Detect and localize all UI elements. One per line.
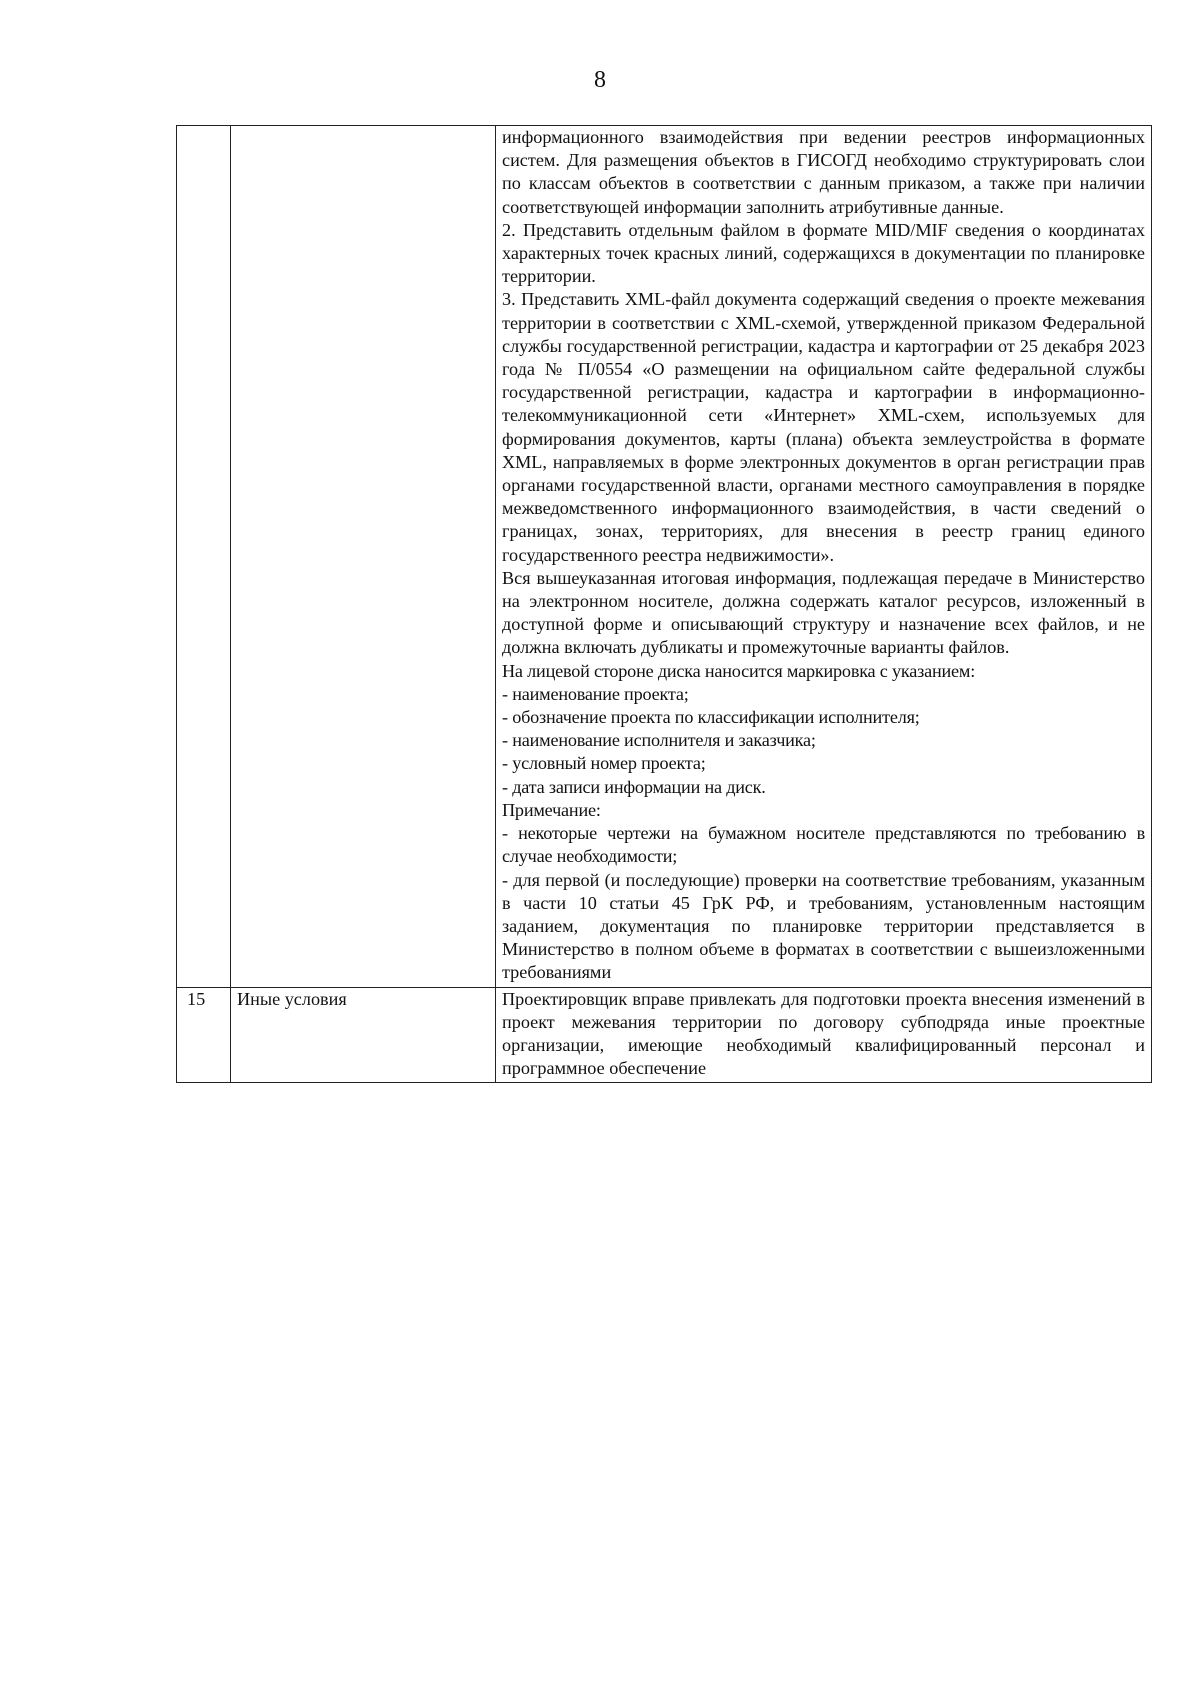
- list-item: - условный номер проекта;: [502, 753, 706, 774]
- row-number-cell: [177, 126, 231, 988]
- row-label-cell: [231, 126, 496, 988]
- paragraph-gisogd-layers: информационного взаимодействия при ведении реестров информационных систем. Для размещения объектов в ГИСОГД необходимо структурировать слои по классам объектов в соответствии с данным приказом, а также при наличии соответствующей информации заполнить атрибутивные данные.: [502, 127, 1145, 217]
- row-content-cell: [496, 987, 1152, 1083]
- paragraph-other-conditions: Проектировщик вправе привлекать для подготовки проекта внесения изменений в проект межевания территории по договору субподряда иные проектные организации, имеющие необходимый квалифицированный персонал и программное обеспечение: [502, 988, 1145, 1079]
- paragraph-mid-mif-file: 2. Представить отдельным файлом в формате MID/MIF сведения о координатах характерных точек красных линий, содержащихся в документации по планировке территории.: [502, 219, 1145, 287]
- paragraph-disc-marking: На лицевой стороне диска наносится маркировка с указанием:: [502, 660, 976, 681]
- paragraph-xml-file: 3. Представить XML-файл документа содержащий сведения о проекте межевания территории в соответствии с XML-схемой, утвержденной приказом Федеральной службы государственной регистрации, кадастра и картографии от 25 декабря 2023 года № П/0554 «О размещении на официальном сайте федеральной службы государственной регистрации, кадастра и картографии в информационно-телекоммуникационной сети «Интернет» XML-схем, используемых для формирования документов, карты (плана) объекта землеустройства в формате XML, направляемых в форме электронных документов в орган регистрации прав органами государственной власти, органами местного самоуправления в порядке межведомственного информационного взаимодействия, в части сведений о границах, зонах, территориях, для внесения в реестр границ единого государственного реестра недвижимости».: [502, 289, 1145, 565]
- page-number: 8: [594, 67, 606, 93]
- row-number-cell: 15: [177, 987, 231, 1083]
- paragraph-final-information: Вся вышеуказанная итоговая информация, подлежащая передаче в Министерство на электронном носителе, должна содержать каталог ресурсов, изложенный в доступной форме и описывающий структуру и назначение всех файлов, и не должна включать дубликаты и промежуточные варианты файлов.: [502, 567, 1145, 658]
- note-item: - для первой (и последующие) проверки на соответствие требованиям, указанным в части 10 статьи 45 ГрК РФ, и требованиям, установленным настоящим заданием, документация по планировке территории представляется в Министерство в полном объеме в форматах в соответствии с вышеизложенными требованиями: [502, 869, 1145, 983]
- list-item: - обозначение проекта по классификации исполнителя;: [502, 707, 920, 728]
- requirements-table: [176, 125, 1152, 1083]
- table-row-continued: [177, 126, 1152, 988]
- row-content-cell: [496, 126, 1152, 988]
- list-item: - дата записи информации на диск.: [502, 776, 766, 797]
- table-row-15: [177, 987, 1152, 1083]
- note-item: - некоторые чертежи на бумажном носителе представляются по требованию в случае необходимости;: [502, 823, 1145, 867]
- list-item: - наименование проекта;: [502, 683, 689, 704]
- row-label-cell: Иные условия: [231, 987, 496, 1083]
- note-heading: Примечание:: [502, 799, 601, 820]
- list-item: - наименование исполнителя и заказчика;: [502, 730, 816, 751]
